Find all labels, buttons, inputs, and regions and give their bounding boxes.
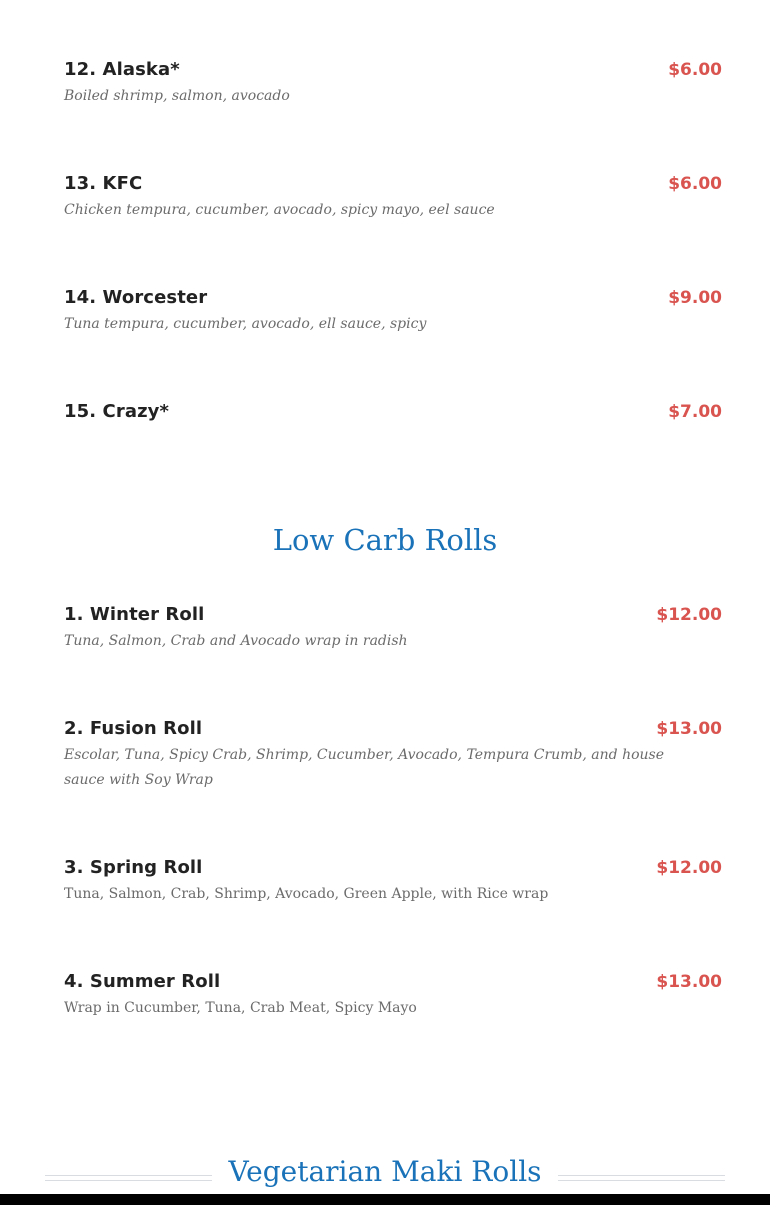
- item-name: 4. Summer Roll: [64, 971, 221, 992]
- item-description: Tuna, Salmon, Crab, Shrimp, Avocado, Green Apple, with Rice wrap: [64, 886, 549, 902]
- menu-item: [64, 286, 722, 337]
- item-description: Boiled shrimp, salmon, avocado: [64, 88, 290, 104]
- item-price: $13.00: [656, 719, 722, 739]
- menu-item: [64, 172, 722, 223]
- item-description: Wrap in Cucumber, Tuna, Crab Meat, Spicy Mayo: [64, 1000, 417, 1016]
- menu-item: [64, 970, 722, 1021]
- item-description: Escolar, Tuna, Spicy Crab, Shrimp, Cucumber, Avocado, Tempura Crumb, and house sauce with Soy Wrap: [64, 747, 664, 788]
- bottom-bar: [0, 1194, 770, 1205]
- menu-item: [64, 400, 722, 424]
- item-description: Tuna tempura, cucumber, avocado, ell sauce, spicy: [64, 316, 427, 332]
- menu-item: [64, 58, 722, 109]
- item-name: 12. Alaska*: [64, 59, 180, 80]
- item-description: Tuna, Salmon, Crab and Avocado wrap in radish: [64, 633, 408, 649]
- menu-item: [64, 603, 722, 654]
- item-name: 1. Winter Roll: [64, 604, 205, 625]
- item-name: 14. Worcester: [64, 287, 208, 308]
- item-price: $13.00: [656, 972, 722, 992]
- item-price: $12.00: [656, 858, 722, 878]
- section-title-vegetarian: Vegetarian Maki Rolls: [228, 1155, 542, 1188]
- menu-item: [64, 856, 722, 907]
- item-name: 13. KFC: [64, 173, 143, 194]
- section-title-low-carb: Low Carb Rolls: [272, 523, 498, 557]
- item-price: $7.00: [668, 402, 722, 422]
- item-name: 3. Spring Roll: [64, 857, 203, 878]
- item-description: Chicken tempura, cucumber, avocado, spicy mayo, eel sauce: [64, 202, 495, 218]
- item-name: 15. Crazy*: [64, 401, 170, 422]
- item-price: $6.00: [668, 60, 722, 80]
- item-price: $12.00: [656, 605, 722, 625]
- item-price: $9.00: [668, 288, 722, 308]
- menu-item: [64, 717, 722, 793]
- item-name: 2. Fusion Roll: [64, 718, 203, 739]
- item-price: $6.00: [668, 174, 722, 194]
